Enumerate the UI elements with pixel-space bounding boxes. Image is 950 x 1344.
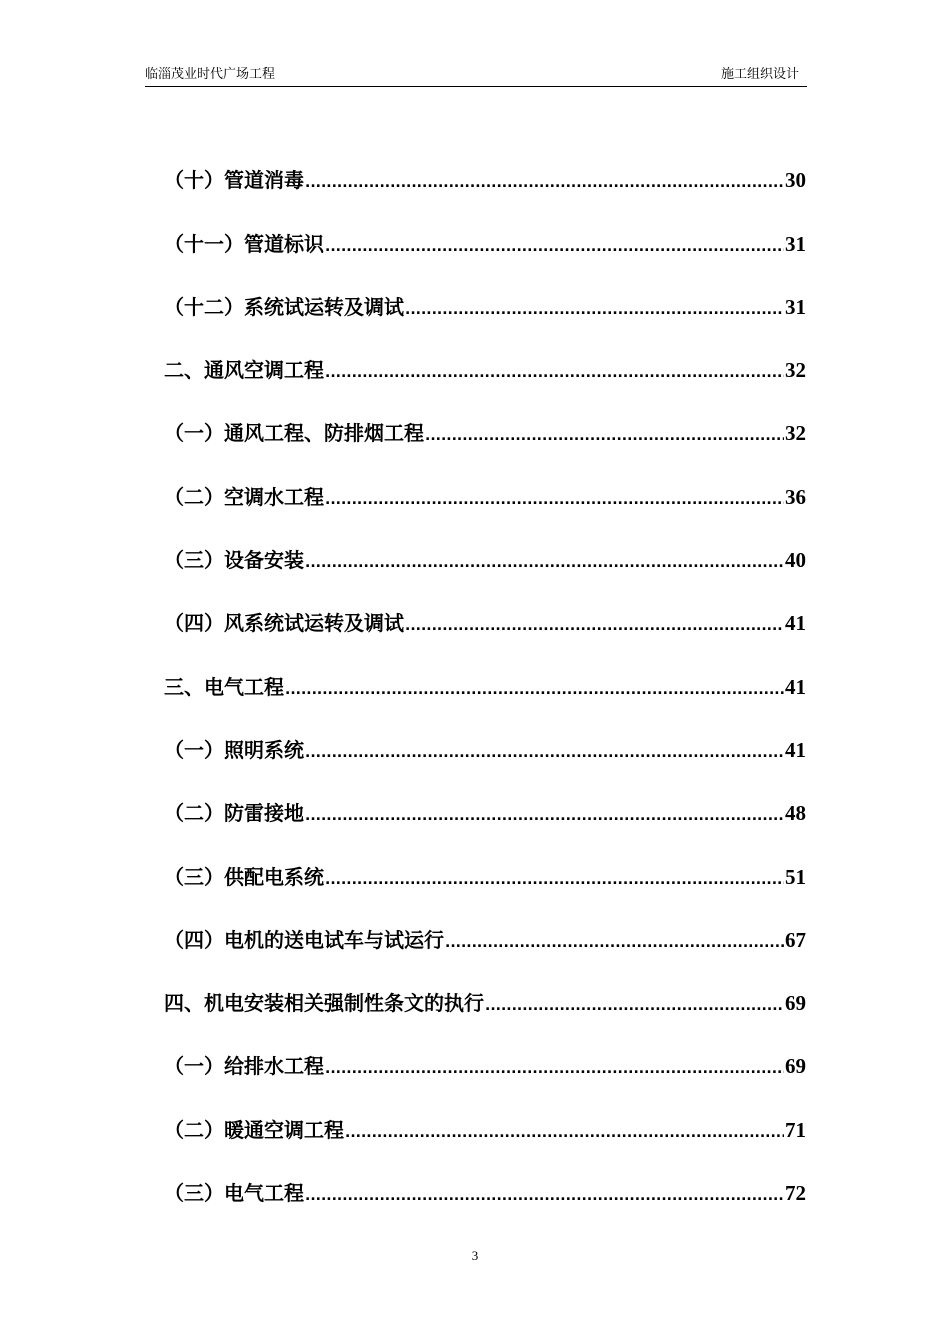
toc-entry[interactable] [164,514,806,577]
toc-dot-leader [305,549,784,577]
toc-dot-leader [445,929,784,957]
toc-entry-page: 41 [785,674,806,699]
toc-entry-page: 30 [785,168,806,193]
toc-entry[interactable] [164,767,806,830]
toc-entry[interactable] [164,577,806,640]
toc-entry-page: 69 [785,991,806,1016]
toc-entry-page: 40 [785,548,806,573]
toc-entry-title: （十）管道消毒 [164,168,304,193]
toc-entry[interactable] [164,387,806,450]
toc-entry[interactable] [164,704,806,767]
toc-entry[interactable] [164,1083,806,1146]
toc-entry-title: （一）照明系统 [164,737,304,762]
toc-dot-leader [325,1055,784,1083]
toc-entry-page: 48 [785,801,806,826]
toc-entry-title: （二）防雷接地 [164,801,304,826]
toc-entry-title: 四、机电安装相关强制性条文的执行 [164,991,484,1016]
toc-dot-leader [405,612,784,640]
toc-dot-leader [405,296,784,324]
toc-dot-leader [325,866,784,894]
toc-entry[interactable] [164,1020,806,1083]
toc-entry[interactable] [164,261,806,324]
toc-entry-page: 72 [785,1181,806,1206]
toc-entry-title: 三、电气工程 [164,674,284,699]
toc-entry-page: 41 [785,611,806,636]
toc-entry[interactable] [164,134,806,197]
toc-dot-leader [325,486,784,514]
toc-dot-leader [325,233,784,261]
toc-entry[interactable] [164,640,806,703]
header-project-name: 临淄茂业时代广场工程 [145,67,276,82]
toc-dot-leader [305,802,784,830]
toc-dot-leader [285,676,784,704]
toc-dot-leader [305,739,784,767]
toc-dot-leader [305,169,784,197]
toc-entry-page: 67 [785,927,806,952]
toc-entry-title: （二）空调水工程 [164,484,324,509]
toc-dot-leader [345,1119,784,1147]
toc-entry-title: （一）通风工程、防排烟工程 [164,421,424,446]
toc-entry-page: 32 [785,358,806,383]
toc-dot-leader [425,422,784,450]
toc-entry-page: 51 [785,864,806,889]
toc-entry[interactable] [164,894,806,957]
page-number: 3 [471,1248,479,1263]
toc-entry-title: （二）暖通空调工程 [164,1117,344,1142]
toc-entry-title: （十一）管道标识 [164,231,324,256]
toc-entry-title: （四）电机的送电试车与试运行 [164,927,444,952]
toc-entry-page: 71 [785,1117,806,1142]
toc-entry-page: 69 [785,1054,806,1079]
table-of-contents [164,134,806,1210]
toc-dot-leader [485,992,784,1020]
toc-entry-title: （十二）系统试运转及调试 [164,294,404,319]
toc-dot-leader [325,359,784,387]
toc-entry-page: 31 [785,294,806,319]
toc-entry-title: （三）设备安装 [164,548,304,573]
toc-entry-title: （四）风系统试运转及调试 [164,611,404,636]
page-header [145,66,807,87]
toc-entry-title: 二、通风空调工程 [164,358,324,383]
toc-entry[interactable] [164,197,806,260]
toc-entry-page: 32 [785,421,806,446]
toc-entry-title: （三）电气工程 [164,1181,304,1206]
toc-entry[interactable] [164,324,806,387]
toc-entry-page: 31 [785,231,806,256]
header-document-type: 施工组织设计 [720,67,799,82]
toc-entry-title: （三）供配电系统 [164,864,324,889]
toc-entry[interactable] [164,450,806,513]
toc-dot-leader [305,1182,784,1210]
toc-entry-page: 41 [785,737,806,762]
toc-entry[interactable] [164,1147,806,1210]
toc-entry[interactable] [164,830,806,893]
toc-entry[interactable] [164,957,806,1020]
toc-entry-page: 36 [785,484,806,509]
toc-entry-title: （一）给排水工程 [164,1054,324,1079]
